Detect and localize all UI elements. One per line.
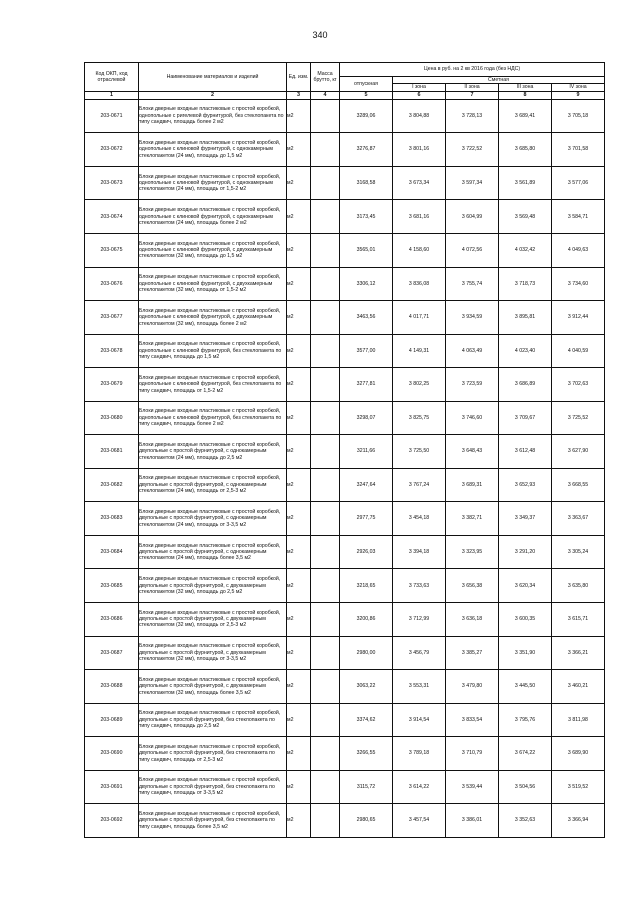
item-unit: м2 bbox=[287, 804, 311, 838]
price-zone-3: 3 352,63 bbox=[499, 804, 552, 838]
col-header-zone-2: II зона bbox=[446, 84, 499, 91]
item-code: 203-0688 bbox=[85, 670, 139, 704]
table-row bbox=[85, 401, 605, 435]
price-zone-4: 3 627,90 bbox=[552, 435, 605, 469]
item-code: 203-0678 bbox=[85, 334, 139, 368]
item-mass bbox=[311, 234, 340, 268]
price-zone-4: 3 460,21 bbox=[552, 670, 605, 704]
table-row bbox=[85, 267, 605, 301]
price-zone-3: 3 685,80 bbox=[499, 133, 552, 167]
item-mass bbox=[311, 401, 340, 435]
price-zone-3: 3 612,48 bbox=[499, 435, 552, 469]
item-mass bbox=[311, 502, 340, 536]
price-zone-1: 3 825,75 bbox=[393, 401, 446, 435]
price-release: 3218,65 bbox=[340, 569, 393, 603]
price-zone-4: 3 701,58 bbox=[552, 133, 605, 167]
item-mass bbox=[311, 804, 340, 838]
item-unit: м2 bbox=[287, 267, 311, 301]
item-code: 203-0685 bbox=[85, 569, 139, 603]
item-mass bbox=[311, 267, 340, 301]
item-name: Блоки дверные входные пластиковые с простой коробкой, двупольные с простой фурнитурой, с двухкамерным стеклопакетом (32 мм), площадь от 3-3,5 м2 bbox=[139, 636, 287, 670]
price-release: 3276,87 bbox=[340, 133, 393, 167]
column-number: 6 bbox=[393, 91, 446, 99]
item-code: 203-0682 bbox=[85, 468, 139, 502]
table-row bbox=[85, 603, 605, 637]
item-unit: м2 bbox=[287, 435, 311, 469]
item-code: 203-0683 bbox=[85, 502, 139, 536]
item-code: 203-0686 bbox=[85, 603, 139, 637]
item-unit: м2 bbox=[287, 670, 311, 704]
item-unit: м2 bbox=[287, 99, 311, 133]
price-zone-3: 3 504,56 bbox=[499, 770, 552, 804]
item-unit: м2 bbox=[287, 703, 311, 737]
item-mass bbox=[311, 334, 340, 368]
item-code: 203-0672 bbox=[85, 133, 139, 167]
item-mass bbox=[311, 435, 340, 469]
item-code: 203-0692 bbox=[85, 804, 139, 838]
item-name: Блоки дверные входные пластиковые с простой коробкой, двупольные с простой фурнитурой, с двухкамерным стеклопакетом (32 мм), площадь до 2,5 м2 bbox=[139, 569, 287, 603]
price-zone-3: 3 718,73 bbox=[499, 267, 552, 301]
column-number: 4 bbox=[311, 91, 340, 99]
price-zone-4: 3 734,60 bbox=[552, 267, 605, 301]
item-name: Блоки дверные входные пластиковые с простой коробкой, двупольные с простой фурнитурой, с двухкамерным стеклопакетом (32 мм), площадь более 3,5 м2 bbox=[139, 670, 287, 704]
price-zone-3: 3 689,41 bbox=[499, 99, 552, 133]
column-number: 5 bbox=[340, 91, 393, 99]
price-zone-3: 4 032,42 bbox=[499, 234, 552, 268]
table-row bbox=[85, 368, 605, 402]
price-zone-2: 3 636,18 bbox=[446, 603, 499, 637]
price-zone-4: 3 577,06 bbox=[552, 166, 605, 200]
col-header-estimate: Сметная bbox=[393, 77, 605, 84]
price-zone-4: 3 912,44 bbox=[552, 301, 605, 335]
item-unit: м2 bbox=[287, 166, 311, 200]
price-release: 2980,00 bbox=[340, 636, 393, 670]
item-name: Блоки дверные входные пластиковые с простой коробкой, однопольные с клиновой фурнитурой, с однокамерным стеклопакетом (24 мм), площадь более 2 м2 bbox=[139, 200, 287, 234]
price-zone-2: 3 722,52 bbox=[446, 133, 499, 167]
item-name: Блоки дверные входные пластиковые с простой коробкой, двупольные с простой фурнитурой, без стеклопакета по типу сандвич, площадь от 2,5-3 м2 bbox=[139, 737, 287, 771]
price-zone-2: 3 689,31 bbox=[446, 468, 499, 502]
col-header-name: Наименование материалов и изделий bbox=[139, 63, 287, 92]
item-code: 203-0674 bbox=[85, 200, 139, 234]
item-unit: м2 bbox=[287, 468, 311, 502]
price-zone-4: 3 702,63 bbox=[552, 368, 605, 402]
price-zone-3: 4 023,40 bbox=[499, 334, 552, 368]
price-release: 3289,06 bbox=[340, 99, 393, 133]
item-name: Блоки дверные входные пластиковые с простой коробкой, однопольные с клиновой фурнитурой, без стеклопакета по типу сандвич, площадь более 2 м2 bbox=[139, 401, 287, 435]
price-release: 3306,12 bbox=[340, 267, 393, 301]
price-zone-4: 3 689,90 bbox=[552, 737, 605, 771]
table-row bbox=[85, 99, 605, 133]
price-release: 3374,62 bbox=[340, 703, 393, 737]
item-name: Блоки дверные входные пластиковые с простой коробкой, однопольные с клиновой фурнитурой, с двухкамерным стеклопакетом (32 мм), площадь от 1,5-2 м2 bbox=[139, 267, 287, 301]
table-row bbox=[85, 468, 605, 502]
price-zone-1: 3 802,25 bbox=[393, 368, 446, 402]
price-zone-1: 3 804,88 bbox=[393, 99, 446, 133]
item-name: Блоки дверные входные пластиковые с простой коробкой, двупольные с простой фурнитурой, без стеклопакета по типу сандвич, площадь более 3,5 м2 bbox=[139, 804, 287, 838]
column-number-row bbox=[85, 91, 605, 99]
table-row bbox=[85, 737, 605, 771]
price-zone-4: 3 668,55 bbox=[552, 468, 605, 502]
item-unit: м2 bbox=[287, 133, 311, 167]
item-code: 203-0680 bbox=[85, 401, 139, 435]
table-row bbox=[85, 166, 605, 200]
price-zone-2: 3 833,54 bbox=[446, 703, 499, 737]
item-code: 203-0691 bbox=[85, 770, 139, 804]
item-unit: м2 bbox=[287, 636, 311, 670]
item-mass bbox=[311, 670, 340, 704]
table-row bbox=[85, 569, 605, 603]
item-name: Блоки дверные входные пластиковые с простой коробкой, однопольные с клиновой фурнитурой, с однокамерным стеклопакетом (24 мм), площадь от 1,5-2 м2 bbox=[139, 166, 287, 200]
price-zone-2: 3 710,79 bbox=[446, 737, 499, 771]
price-zone-1: 4 149,31 bbox=[393, 334, 446, 368]
item-code: 203-0681 bbox=[85, 435, 139, 469]
column-number: 8 bbox=[499, 91, 552, 99]
item-code: 203-0690 bbox=[85, 737, 139, 771]
page-number: 340 bbox=[312, 30, 328, 40]
item-unit: м2 bbox=[287, 535, 311, 569]
table-row bbox=[85, 334, 605, 368]
price-zone-1: 3 914,54 bbox=[393, 703, 446, 737]
price-zone-2: 3 755,74 bbox=[446, 267, 499, 301]
item-mass bbox=[311, 770, 340, 804]
table-row bbox=[85, 200, 605, 234]
col-header-zone-3: III зона bbox=[499, 84, 552, 91]
column-number: 7 bbox=[446, 91, 499, 99]
price-release: 3211,66 bbox=[340, 435, 393, 469]
column-number: 2 bbox=[139, 91, 287, 99]
item-mass bbox=[311, 535, 340, 569]
table-row bbox=[85, 502, 605, 536]
item-mass bbox=[311, 737, 340, 771]
price-zone-3: 3 674,22 bbox=[499, 737, 552, 771]
item-mass bbox=[311, 603, 340, 637]
item-mass bbox=[311, 569, 340, 603]
item-mass bbox=[311, 368, 340, 402]
item-name: Блоки дверные входные пластиковые с простой коробкой, однопольные с клиновой фурнитурой, без стеклопакета по типу сандвич, площадь до 1,5 м2 bbox=[139, 334, 287, 368]
table-row bbox=[85, 133, 605, 167]
col-header-mass: Масса брутто, кг bbox=[311, 63, 340, 92]
table-row bbox=[85, 234, 605, 268]
item-name: Блоки дверные входные пластиковые с простой коробкой, двупольные с простой фурнитурой, с однокамерным стеклопакетом (24 мм), площадь более 3,5 м2 bbox=[139, 535, 287, 569]
price-zone-1: 3 457,54 bbox=[393, 804, 446, 838]
price-zone-4: 3 635,80 bbox=[552, 569, 605, 603]
price-zone-4: 3 519,52 bbox=[552, 770, 605, 804]
price-zone-2: 3 382,71 bbox=[446, 502, 499, 536]
price-zone-1: 3 456,79 bbox=[393, 636, 446, 670]
price-release: 2926,03 bbox=[340, 535, 393, 569]
price-zone-2: 3 656,38 bbox=[446, 569, 499, 603]
price-zone-3: 3 620,34 bbox=[499, 569, 552, 603]
price-zone-2: 3 323,95 bbox=[446, 535, 499, 569]
price-zone-3: 3 709,67 bbox=[499, 401, 552, 435]
price-zone-1: 3 673,34 bbox=[393, 166, 446, 200]
price-release: 3115,72 bbox=[340, 770, 393, 804]
price-zone-3: 3 569,48 bbox=[499, 200, 552, 234]
price-zone-2: 4 072,56 bbox=[446, 234, 499, 268]
price-release: 3277,81 bbox=[340, 368, 393, 402]
item-name: Блоки дверные входные пластиковые с простой коробкой, однопольные с клиновой фурнитурой, без стеклопакета по типу сандвич, площадь от 1,5-2 м2 bbox=[139, 368, 287, 402]
item-unit: м2 bbox=[287, 234, 311, 268]
item-unit: м2 bbox=[287, 502, 311, 536]
col-header-price-title: Цена в руб. на 2 кв 2016 года (без НДС) bbox=[340, 63, 605, 77]
col-header-release: отпускная bbox=[340, 77, 393, 92]
item-unit: м2 bbox=[287, 301, 311, 335]
price-zone-4: 4 049,63 bbox=[552, 234, 605, 268]
price-zone-3: 3 600,35 bbox=[499, 603, 552, 637]
item-mass bbox=[311, 166, 340, 200]
item-mass bbox=[311, 99, 340, 133]
price-zone-1: 3 454,18 bbox=[393, 502, 446, 536]
price-zone-2: 3 479,80 bbox=[446, 670, 499, 704]
item-mass bbox=[311, 133, 340, 167]
item-unit: м2 bbox=[287, 200, 311, 234]
col-header-zone-4: IV зона bbox=[552, 84, 605, 91]
price-table bbox=[84, 62, 605, 838]
item-unit: м2 bbox=[287, 603, 311, 637]
item-unit: м2 bbox=[287, 770, 311, 804]
price-zone-3: 3 351,90 bbox=[499, 636, 552, 670]
item-code: 203-0689 bbox=[85, 703, 139, 737]
price-zone-2: 3 385,27 bbox=[446, 636, 499, 670]
item-unit: м2 bbox=[287, 334, 311, 368]
item-code: 203-0671 bbox=[85, 99, 139, 133]
price-zone-4: 3 725,52 bbox=[552, 401, 605, 435]
col-header-zone-1: I зона bbox=[393, 84, 446, 91]
price-zone-4: 3 305,24 bbox=[552, 535, 605, 569]
col-header-code: Код ОКП, код отраслевой bbox=[85, 63, 139, 92]
price-zone-2: 4 063,49 bbox=[446, 334, 499, 368]
item-mass bbox=[311, 468, 340, 502]
price-zone-1: 3 767,24 bbox=[393, 468, 446, 502]
price-zone-4: 3 366,21 bbox=[552, 636, 605, 670]
price-zone-1: 3 789,18 bbox=[393, 737, 446, 771]
item-name: Блоки дверные входные пластиковые с простой коробкой, двупольные с простой фурнитурой, с однокамерным стеклопакетом (24 мм), площадь от 2,5-3 м2 bbox=[139, 468, 287, 502]
item-code: 203-0687 bbox=[85, 636, 139, 670]
column-number: 9 bbox=[552, 91, 605, 99]
table-row bbox=[85, 301, 605, 335]
item-code: 203-0673 bbox=[85, 166, 139, 200]
price-zone-1: 4 158,60 bbox=[393, 234, 446, 268]
item-name: Блоки дверные входные пластиковые с простой коробкой, однопольные с клиновой фурнитурой, с однокамерным стеклопакетом (24 мм), площадь до 1,5 м2 bbox=[139, 133, 287, 167]
item-name: Блоки дверные входные пластиковые с простой коробкой, однопольные с клиновой фурнитурой, с двухкамерным стеклопакетом (32 мм), площадь до 1,5 м2 bbox=[139, 234, 287, 268]
price-zone-1: 3 836,08 bbox=[393, 267, 446, 301]
item-name: Блоки дверные входные пластиковые с простой коробкой, двупольные с простой фурнитурой, с двухкамерным стеклопакетом (32 мм), площадь от 2,5-3 м2 bbox=[139, 603, 287, 637]
table-row bbox=[85, 535, 605, 569]
price-zone-1: 3 614,22 bbox=[393, 770, 446, 804]
price-release: 3565,01 bbox=[340, 234, 393, 268]
column-number: 1 bbox=[85, 91, 139, 99]
column-number: 3 bbox=[287, 91, 311, 99]
item-code: 203-0677 bbox=[85, 301, 139, 335]
price-zone-2: 3 934,59 bbox=[446, 301, 499, 335]
price-zone-3: 3 895,81 bbox=[499, 301, 552, 335]
price-zone-4: 4 040,59 bbox=[552, 334, 605, 368]
price-zone-1: 3 801,16 bbox=[393, 133, 446, 167]
price-zone-1: 3 733,63 bbox=[393, 569, 446, 603]
item-unit: м2 bbox=[287, 737, 311, 771]
table-row bbox=[85, 703, 605, 737]
price-release: 2977,75 bbox=[340, 502, 393, 536]
price-release: 3247,64 bbox=[340, 468, 393, 502]
price-zone-1: 3 712,99 bbox=[393, 603, 446, 637]
price-zone-2: 3 604,99 bbox=[446, 200, 499, 234]
price-zone-1: 3 681,16 bbox=[393, 200, 446, 234]
table-row bbox=[85, 636, 605, 670]
price-zone-3: 3 291,20 bbox=[499, 535, 552, 569]
price-zone-2: 3 386,01 bbox=[446, 804, 499, 838]
item-name: Блоки дверные входные пластиковые с простой коробкой, двупольные с простой фурнитурой, с однокамерным стеклопакетом (24 мм), площадь от 3-3,5 м2 bbox=[139, 502, 287, 536]
price-zone-4: 3 363,67 bbox=[552, 502, 605, 536]
table-row bbox=[85, 804, 605, 838]
price-release: 3298,07 bbox=[340, 401, 393, 435]
item-mass bbox=[311, 636, 340, 670]
item-name: Блоки дверные входные пластиковые с простой коробкой, двупольные с простой фурнитурой, с однокамерным стеклопакетом (24 мм), площадь до 2,5 м2 bbox=[139, 435, 287, 469]
item-unit: м2 bbox=[287, 368, 311, 402]
price-zone-3: 3 686,89 bbox=[499, 368, 552, 402]
item-code: 203-0676 bbox=[85, 267, 139, 301]
table-row bbox=[85, 670, 605, 704]
col-header-unit: Ед. изм. bbox=[287, 63, 311, 92]
item-code: 203-0679 bbox=[85, 368, 139, 402]
item-unit: м2 bbox=[287, 401, 311, 435]
price-zone-2: 3 597,34 bbox=[446, 166, 499, 200]
price-zone-3: 3 652,93 bbox=[499, 468, 552, 502]
price-zone-3: 3 795,76 bbox=[499, 703, 552, 737]
price-zone-1: 4 017,71 bbox=[393, 301, 446, 335]
price-zone-4: 3 584,71 bbox=[552, 200, 605, 234]
price-zone-2: 3 746,60 bbox=[446, 401, 499, 435]
price-zone-3: 3 561,89 bbox=[499, 166, 552, 200]
price-zone-4: 3 811,98 bbox=[552, 703, 605, 737]
item-mass bbox=[311, 200, 340, 234]
price-release: 3200,86 bbox=[340, 603, 393, 637]
price-zone-3: 3 445,50 bbox=[499, 670, 552, 704]
price-zone-3: 3 349,37 bbox=[499, 502, 552, 536]
item-name: Блоки дверные входные пластиковые с простой коробкой, двупольные с простой фурнитурой, без стеклопакета по типу сандвич, площадь до 2,5 м2 bbox=[139, 703, 287, 737]
item-name: Блоки дверные входные пластиковые с простой коробкой, двупольные с простой фурнитурой, без стеклопакета по типу сандвич, площадь от 3-3,5 м2 bbox=[139, 770, 287, 804]
price-release: 3063,22 bbox=[340, 670, 393, 704]
table-row bbox=[85, 435, 605, 469]
price-release: 3173,45 bbox=[340, 200, 393, 234]
price-release: 3463,56 bbox=[340, 301, 393, 335]
price-zone-2: 3 539,44 bbox=[446, 770, 499, 804]
price-zone-2: 3 723,59 bbox=[446, 368, 499, 402]
item-name: Блоки дверные входные пластиковые с простой коробкой, однопольные с ригелевой фурнитурой, без стеклопакета по типу сандвич, площадь более 2 м2 bbox=[139, 99, 287, 133]
price-zone-2: 3 648,43 bbox=[446, 435, 499, 469]
item-name: Блоки дверные входные пластиковые с простой коробкой, однопольные с клиновой фурнитурой, с двухкамерным стеклопакетом (32 мм), площадь более 2 м2 bbox=[139, 301, 287, 335]
price-zone-4: 3 705,18 bbox=[552, 99, 605, 133]
price-release: 3577,00 bbox=[340, 334, 393, 368]
table-row bbox=[85, 770, 605, 804]
price-zone-1: 3 725,50 bbox=[393, 435, 446, 469]
price-release: 3266,55 bbox=[340, 737, 393, 771]
item-code: 203-0684 bbox=[85, 535, 139, 569]
item-unit: м2 bbox=[287, 569, 311, 603]
item-mass bbox=[311, 703, 340, 737]
item-mass bbox=[311, 301, 340, 335]
price-zone-1: 3 394,18 bbox=[393, 535, 446, 569]
price-zone-4: 3 615,71 bbox=[552, 603, 605, 637]
price-release: 2980,65 bbox=[340, 804, 393, 838]
price-zone-2: 3 728,13 bbox=[446, 99, 499, 133]
price-zone-4: 3 366,94 bbox=[552, 804, 605, 838]
price-release: 3168,58 bbox=[340, 166, 393, 200]
price-zone-1: 3 553,31 bbox=[393, 670, 446, 704]
item-code: 203-0675 bbox=[85, 234, 139, 268]
